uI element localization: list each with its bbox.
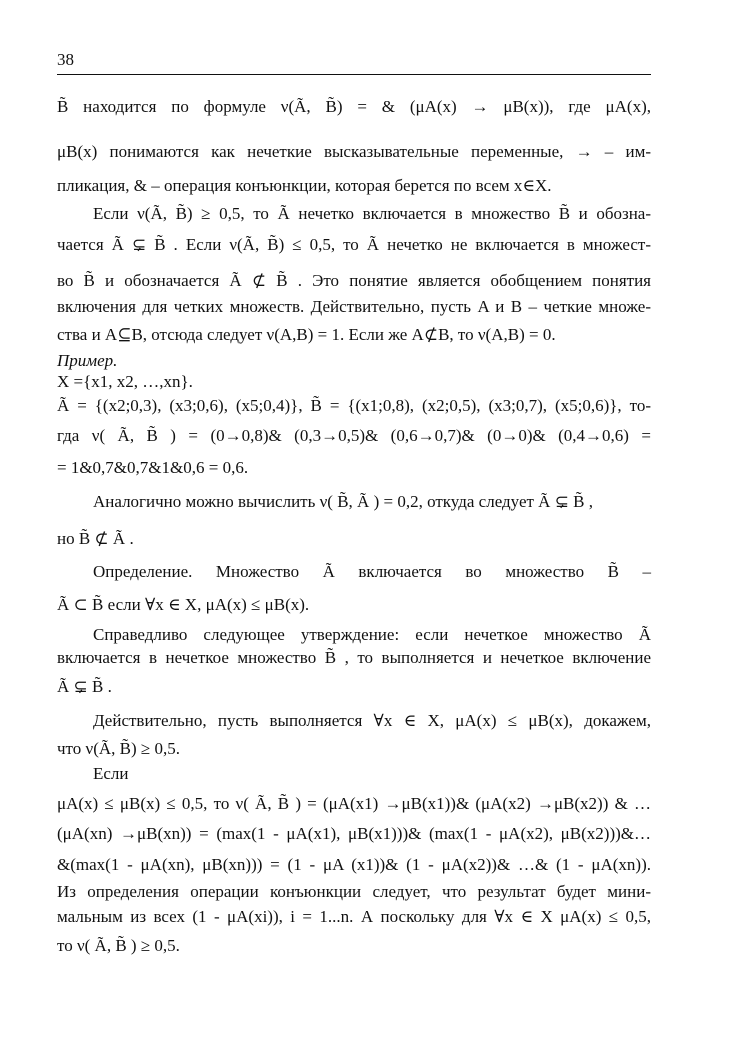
text-line: Справедливо следующее утверждение: если нечеткое множество Ã — [93, 625, 651, 644]
page-number: 38 — [57, 50, 74, 69]
text-line: мальным из всех (1 - μA(xi)), i = 1...n. А поскольку для ∀x ∈ X μA(x) ≤ 0,5, — [57, 907, 651, 926]
text-line: X ={x1, x2, …,xn}. — [57, 372, 193, 391]
text-line: Определение. Множество Ã включается во множество B̃ – — [93, 562, 651, 581]
text-line: Из определения операции конъюнкции следует, что результат будет мини- — [57, 882, 651, 901]
text-line: Ã = {(x2;0,3), (x3;0,6), (x5;0,4)}, B̃ = {(x1;0,8), (x2;0,5), (x3;0,7), (x5;0,6)}, то- — [57, 396, 651, 415]
text-line: то ν( Ã, B̃ ) ≥ 0,5. — [57, 936, 180, 955]
header-rule — [57, 74, 651, 75]
text-line: но B̃ ⊄ Ã . — [57, 529, 134, 548]
text-line: Если ν(Ã, B̃) ≥ 0,5, то Ã нечетко включается в множество B̃ и обозна- — [93, 204, 651, 223]
text-line: Если — [93, 764, 129, 783]
text-line: Действительно, пусть выполняется ∀x ∈ X, μA(x) ≤ μB(x), докажем, — [93, 711, 651, 730]
text-line: μB(x) понимаются как нечеткие высказывательные переменные, → – им- — [57, 142, 651, 161]
text-line: Пример. — [57, 351, 118, 370]
text-line: (μA(xn) →μB(xn)) = (max(1 - μA(x1), μB(x1)))& (max(1 - μA(x2), μB(x2)))&… — [57, 824, 651, 843]
text-line: во B̃ и обозначается Ã ⊄ B̃ . Это понятие является обобщением понятия — [57, 271, 651, 290]
text-line: B̃ находится по формуле ν(Ã, B̃) = & (μA(x) → μB(x)), где μA(x), — [57, 97, 651, 116]
text-line: включения для четких множеств. Действительно, пусть A и B – четкие множе- — [57, 297, 651, 316]
text-line: что ν(Ã, B̃) ≥ 0,5. — [57, 739, 180, 758]
text-line: ства и A⊆B, отсюда следует ν(A,B) = 1. Если же A⊄B, то ν(A,B) = 0. — [57, 325, 556, 344]
text-line: включается в нечеткое множество B̃ , то выполняется и нечеткое включение — [57, 648, 651, 667]
text-line: = 1&0,7&0,7&1&0,6 = 0,6. — [57, 458, 249, 477]
text-line: Аналогично можно вычислить ν( B̃, Ã ) = 0,2, откуда следует Ã ⊊ B̃ , — [93, 492, 594, 511]
text-line: &(max(1 - μA(xn), μB(xn))) = (1 - μA (x1))& (1 - μA(x2))& …& (1 - μA(xn)). — [57, 855, 651, 874]
text-line: гда ν( Ã, B̃ ) = (0→0,8)& (0,3→0,5)& (0,6→0,7)& (0→0)& (0,4→0,6) = — [57, 426, 651, 445]
text-line: чается Ã ⊊ B̃ . Если ν(Ã, B̃) ≤ 0,5, то Ã нечетко не включается в множест- — [57, 235, 651, 254]
text-line: Ã ⊊ B̃ . — [57, 677, 112, 696]
text-line: μA(x) ≤ μB(x) ≤ 0,5, то ν( Ã, B̃ ) = (μA(x1) →μB(x1))& (μA(x2) →μB(x2)) & … — [57, 794, 651, 813]
text-line: Ã ⊂ B̃ если ∀x ∈ X, μA(x) ≤ μB(x). — [57, 595, 310, 614]
text-line: пликация, & – операция конъюнкции, которая берется по всем x∈X. — [57, 176, 552, 195]
